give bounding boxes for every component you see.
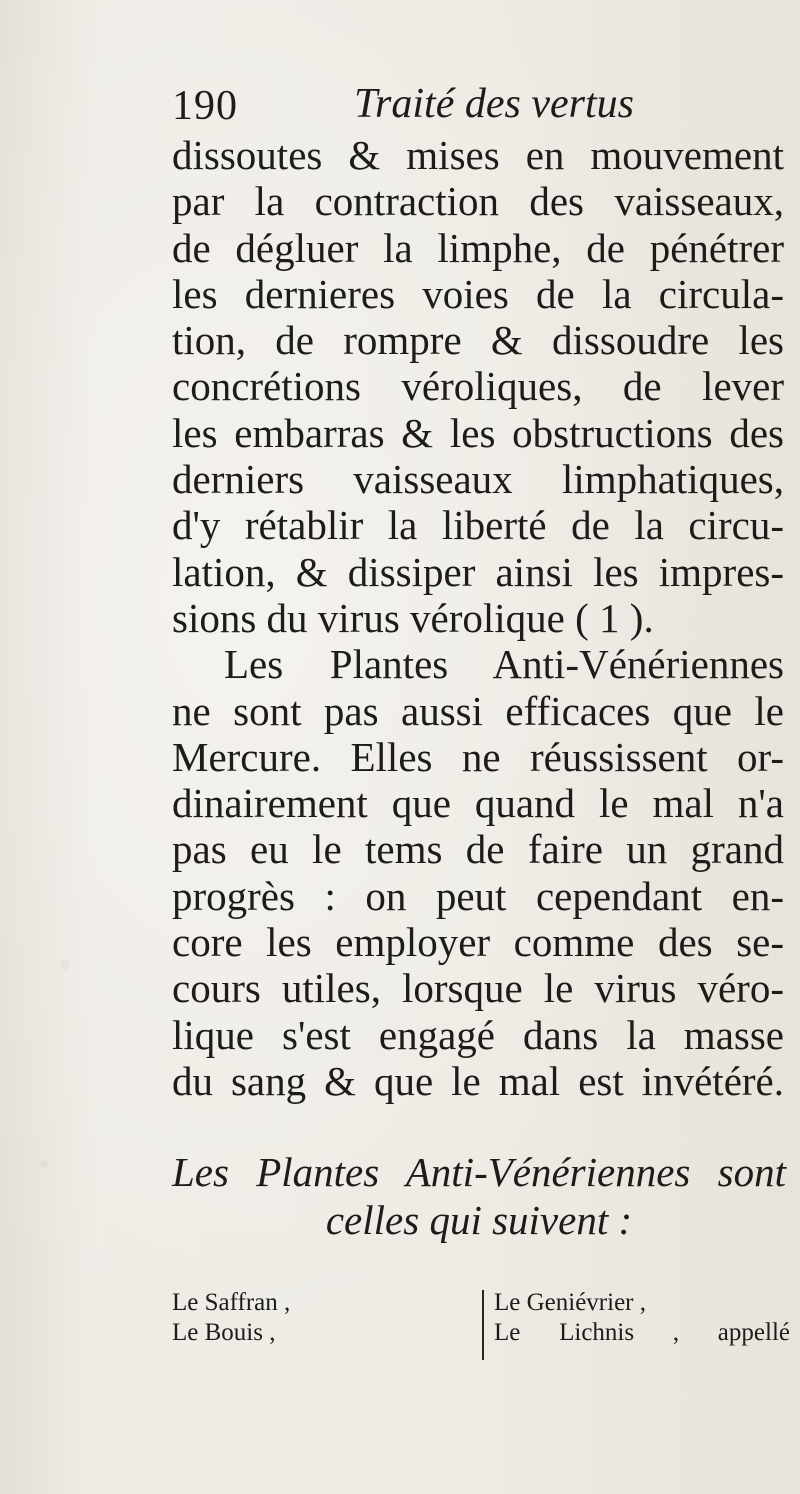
plant-list-right-column (494, 1288, 790, 1348)
text-line: Mercure. Elles ne réussissent or- (172, 733, 784, 780)
text-line: core les employer comme des se- (172, 919, 784, 966)
plant-list (172, 1288, 792, 1368)
plant-item: Le Bouis , (172, 1319, 276, 1346)
text-line: du sang & que le mal est invétéré. (172, 1057, 784, 1104)
plant-item: Le Saffran , (172, 1289, 291, 1316)
text-line: ne sont pas aussi efficaces que le (172, 687, 784, 734)
body-text (172, 132, 784, 1104)
paper-speck (40, 1160, 48, 1168)
text-line: les embarras & les obstructions des (172, 409, 784, 456)
text-line: d'y rétablir la liberté de la circu- (172, 502, 784, 549)
text-line: tion, de rompre & dissoudre les (172, 317, 784, 364)
running-head: Traité des vertus (354, 81, 634, 127)
text-line: progrès : on peut cependant en- (172, 872, 784, 919)
text-line: Les Plantes Anti-Vénériennes (224, 641, 784, 688)
section-subheading (172, 1148, 786, 1244)
plant-item: Le Geniévrier , (494, 1289, 647, 1316)
text-line: dissoutes & mises en mouvement (172, 132, 784, 178)
text-line: sions du virus vérolique ( 1 ). (172, 594, 654, 641)
text-line: derniers vaisseaux limphatiques, (172, 456, 784, 503)
plant-list-left-column (172, 1288, 472, 1348)
subheading-line: Les Plantes Anti-Vénériennes sont (172, 1149, 786, 1195)
subheading-line: celles qui suivent : (325, 1197, 633, 1243)
page-header (172, 80, 672, 130)
text-line: dinairement que quand le mal n'a (172, 780, 784, 827)
text-line: concrétions véroliques, de lever (172, 363, 784, 410)
text-line: de dégluer la limphe, de pénétrer (172, 224, 784, 271)
text-line: par la contraction des vaisseaux, (172, 178, 784, 225)
text-line: lique s'est engagé dans la masse (172, 1011, 784, 1058)
text-line: les dernieres voies de la circula- (172, 270, 784, 317)
paper-speck (60, 960, 70, 970)
text-line: pas eu le tems de faire un grand (172, 826, 784, 873)
column-divider (482, 1290, 484, 1360)
text-line: lation, & dissiper ainsi les impres- (172, 548, 784, 595)
plant-item: Le Lichnis , appellé (494, 1319, 790, 1346)
page-number: 190 (172, 83, 238, 129)
text-line: cours utiles, lorsque le virus véro- (172, 965, 784, 1012)
